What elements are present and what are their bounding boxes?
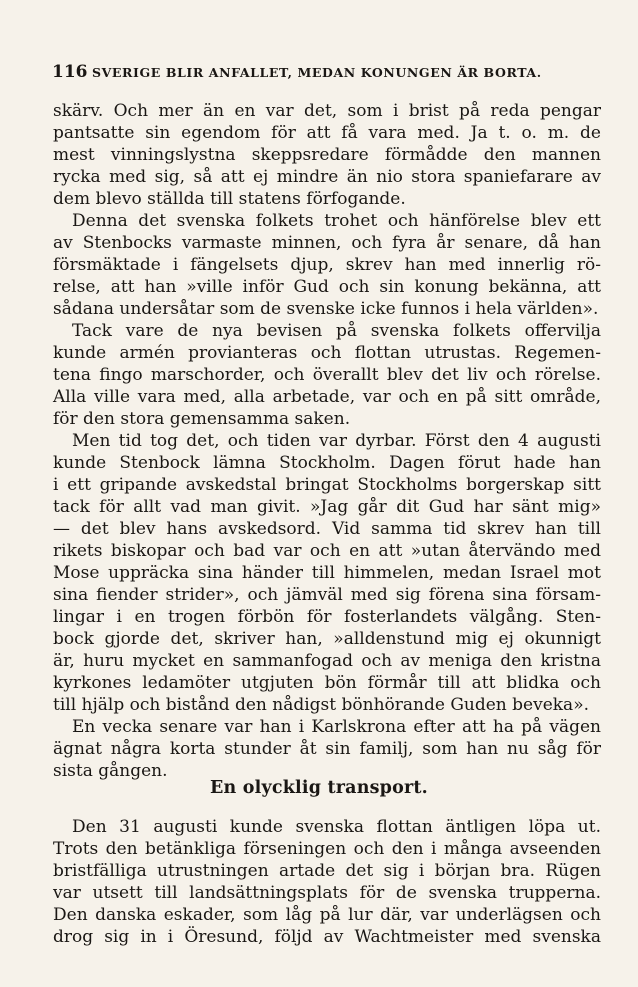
text-line: dem blevo ställda till statens förfogande. <box>53 189 406 209</box>
page-header <box>52 60 600 84</box>
text-line: bock gjorde det, skriver han, »alldenstund mig ej okunnigt <box>53 629 601 649</box>
section-heading: En olycklig transport. <box>210 778 428 798</box>
text-line: är, huru mycket en sammanfogad och av meniga den kristna <box>53 651 601 671</box>
text-line: sista gången. <box>53 761 168 781</box>
page-number: 116 <box>52 62 88 82</box>
text-line: pantsatte sin egendom för att få vara med. Ja t. o. m. de <box>53 123 601 143</box>
text-line: mest vinningslystna skeppsredare förmådde den mannen <box>53 145 601 165</box>
text-line: sina fiender strider», och jämväl med sig förena sina försam- <box>53 585 601 605</box>
text-line: till hjälp och bistånd den nådigst bönhörande Guden beveka». <box>53 695 589 715</box>
text-line: Trots den betänkliga förseningen och den i många avseenden <box>53 839 601 859</box>
text-line: tack för allt vad man givit. »Jag går dit Gud har sänt mig» <box>53 497 601 517</box>
text-line: Mose uppräcka sina händer till himmelen, medan Israel mot <box>53 563 601 583</box>
text-line: drog sig in i Öresund, följd av Wachtmeister med svenska <box>53 927 601 947</box>
text-line: rycka med sig, så att ej mindre än nio stora spaniefarare av <box>53 167 601 187</box>
text-line: lingar i en trogen förbön för fosterlandets välgång. Sten- <box>53 607 601 627</box>
text-line: kunde armén provianteras och flottan utrustas. Regemen- <box>53 343 601 363</box>
text-line: av Stenbocks varmaste minnen, och fyra år senare, då han <box>53 233 601 253</box>
text-line: Den 31 augusti kunde svenska flottan äntligen löpa ut. <box>72 817 601 837</box>
text-line: för den stora gemensamma saken. <box>53 409 351 429</box>
text-line: Denna det svenska folkets trohet och hänförelse blev ett <box>72 211 601 231</box>
text-line: sådana undersåtar som de svenske icke funnos i hela världen». <box>53 299 599 319</box>
text-line: relse, att han »ville inför Gud och sin konung bekänna, att <box>53 277 601 297</box>
text-line: var utsett till landsättningsplats för de svenska trupperna. <box>53 883 601 903</box>
text-line: Tack vare de nya bevisen på svenska folkets offervilja <box>72 321 601 341</box>
text-line: skärv. Och mer än en var det, som i brist på reda pengar <box>53 101 601 121</box>
text-line: rikets biskopar och bad var och en att »utan återvändo med <box>53 541 601 561</box>
text-line: bristfälliga utrustningen artade det sig i början bra. Rügen <box>53 861 601 881</box>
text-line: tena fingo marschorder, och överallt blev det liv och rörelse. <box>53 365 601 385</box>
text-line: kunde Stenbock lämna Stockholm. Dagen förut hade han <box>53 453 601 473</box>
text-line: i ett gripande avskedstal bringat Stockholms borgerskap sitt <box>53 475 601 495</box>
text-line: försmäktade i fängelsets djup, skrev han med innerlig rö- <box>53 255 601 275</box>
text-line: ägnat några korta stunder åt sin familj, som han nu såg för <box>53 739 601 759</box>
text-line: En vecka senare var han i Karlskrona efter att ha på vägen <box>72 717 601 737</box>
text-line: Den danska eskader, som låg på lur där, var underlägsen och <box>53 905 601 925</box>
text-line: kyrkones ledamöter utgjuten bön förmår till att blidka och <box>53 673 601 693</box>
running-title: SVERIGE BLIR ANFALLET, MEDAN KONUNGEN ÄR BORTA. <box>92 65 542 80</box>
text-line: Men tid tog det, och tiden var dyrbar. Först den 4 augusti <box>72 431 601 451</box>
text-line: — det blev hans avskedsord. Vid samma tid skrev han till <box>53 519 601 539</box>
text-line: Alla ville vara med, alla arbetade, var och en på sitt område, <box>53 387 601 407</box>
